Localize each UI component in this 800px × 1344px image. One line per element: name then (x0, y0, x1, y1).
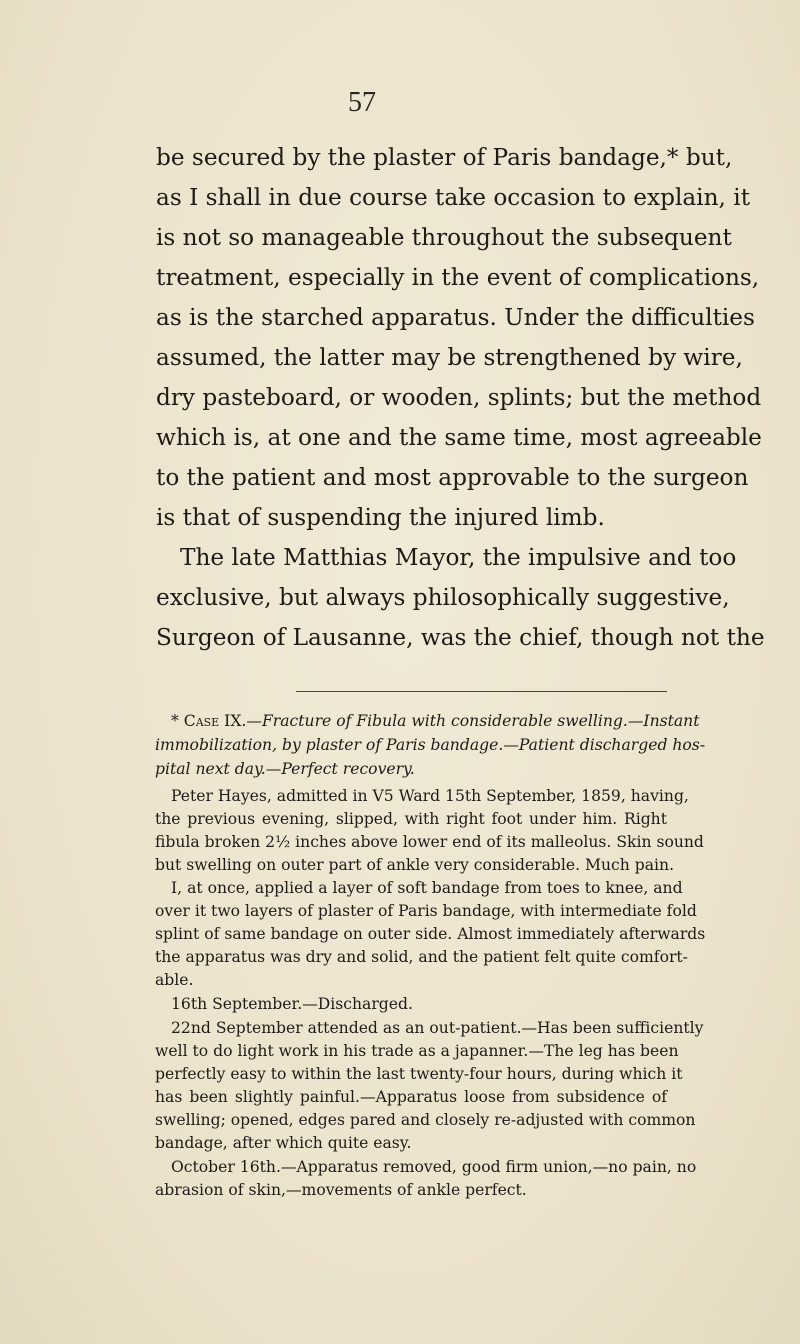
text-line: as is the starched apparatus. Under the difficulties (156, 304, 755, 331)
footnote-line: I, at once, applied a layer of soft bandage from toes to knee, and (171, 879, 683, 897)
footnote-line: swelling; opened, edges pared and closely re-adjusted with common (155, 1111, 696, 1129)
footnote-line: perfectly easy to within the last twenty-four hours, during which it (155, 1065, 683, 1083)
footnote-line: 16th September.—Discharged. (171, 995, 413, 1013)
text-line: to the patient and most approvable to the surgeon (156, 464, 749, 491)
text-line: assumed, the latter may be strengthened by wire, (156, 344, 743, 371)
footnote-heading-text: —Fracture of Fibula with considerable swelling.—Instant (246, 712, 700, 730)
footnote-heading-line: pital next day.—Perfect recovery. (155, 760, 415, 778)
text-line: exclusive, but always philosophically suggestive, (156, 584, 730, 611)
text-line: which is, at one and the same time, most agreeable (156, 424, 762, 451)
footnote-line: 22nd September attended as an out-patient.—Has been sufficiently (171, 1019, 704, 1037)
text-line: as I shall in due course take occasion to explain, it (156, 184, 751, 211)
text-line: Surgeon of Lausanne, was the chief, though not the (156, 624, 765, 651)
footnote-line: Peter Hayes, admitted in V5 Ward 15th September, 1859, having, (171, 787, 689, 805)
text-line: treatment, especially in the event of complications, (156, 264, 760, 291)
footnote-heading-line (171, 710, 700, 733)
case-label: Case IX. (183, 712, 247, 730)
footnote-line: the apparatus was dry and solid, and the patient felt quite comfort- (155, 948, 688, 966)
page-number: 57 (348, 87, 376, 118)
footnote-line: bandage, after which quite easy. (155, 1134, 412, 1152)
footnote-line: has been slightly painful.—Apparatus loose from subsidence of (155, 1088, 667, 1106)
footnote-line: fibula broken 2½ inches above lower end of its malleolus. Skin sound (155, 833, 704, 851)
footnote-line: abrasion of skin,—movements of ankle perfect. (155, 1181, 527, 1199)
footnote-line: but swelling on outer part of ankle very considerable. Much pain. (155, 856, 675, 874)
footnote-rule (296, 691, 667, 692)
footnote-line: over it two layers of plaster of Paris bandage, with intermediate fold (155, 902, 697, 920)
footnote-line: well to do light work in his trade as a japanner.—The leg has been (155, 1042, 679, 1060)
text-line: be secured by the plaster of Paris bandage,* but, (156, 144, 733, 171)
footnote-line: able. (155, 971, 194, 989)
footnote-line: splint of same bandage on outer side. Almost immediately afterwards (155, 925, 706, 943)
footnote-marker: * (171, 712, 184, 730)
footnote-line: October 16th.—Apparatus removed, good firm union,—no pain, no (171, 1158, 697, 1176)
footnote-heading-line: immobilization, by plaster of Paris bandage.—Patient discharged hos- (155, 736, 706, 754)
footnote-line: the previous evening, slipped, with right foot under him. Right (155, 810, 667, 828)
text-line: is not so manageable throughout the subsequent (156, 224, 732, 251)
text-line: The late Matthias Mayor, the impulsive and too (180, 544, 737, 571)
text-line: dry pasteboard, or wooden, splints; but the method (156, 384, 762, 411)
text-line: is that of suspending the injured limb. (156, 504, 605, 531)
